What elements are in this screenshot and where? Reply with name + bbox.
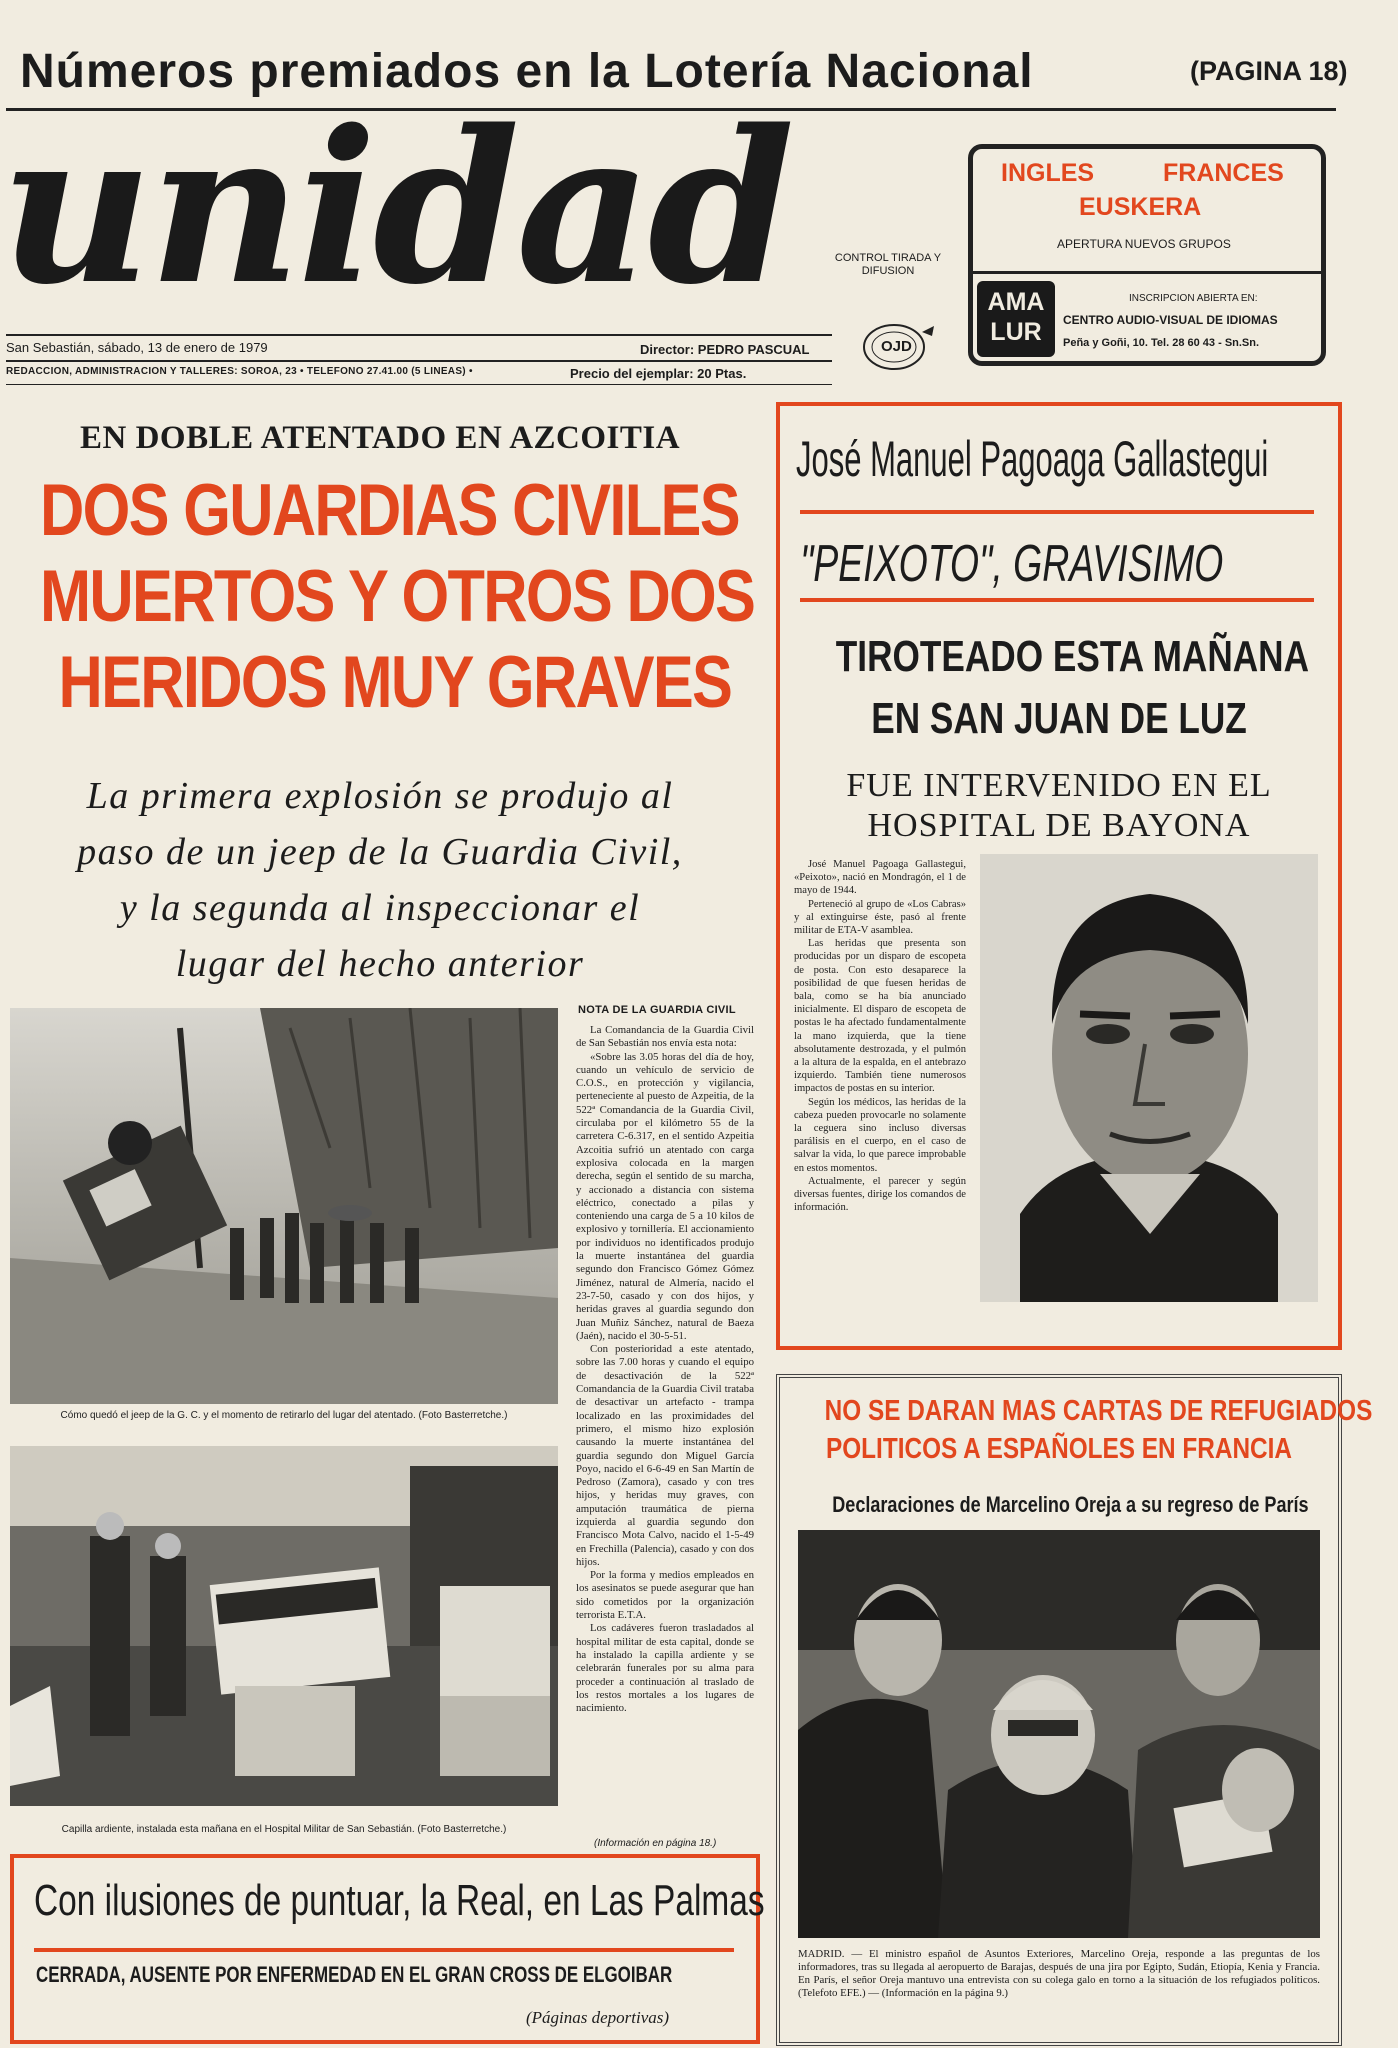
top-banner-headline: Números premiados en la Lotería Nacional — [20, 45, 1034, 98]
main-headline-line-3: HERIDOS MUY GRAVES — [58, 642, 732, 723]
peixoto-name-text: José Manuel Pagoaga Gallastegui — [796, 431, 1269, 487]
note-body — [576, 1024, 754, 1715]
refugees-subhead-text: Declaraciones de Marcelino Oreja a su regreso de París — [832, 1492, 1309, 1517]
main-kicker: EN DOBLE ATENTADO EN AZCOITIA — [80, 420, 681, 456]
ad-center-name: CENTRO AUDIO-VISUAL DE IDIOMAS — [1063, 313, 1278, 327]
peixoto-paragraph-1: José Manuel Pagoaga Gallastegui, «Peixoto», nació en Mondragón, el 1 de mayo de 1944. — [794, 859, 966, 897]
refugees-subhead — [780, 1492, 1338, 1518]
jeep-photo-caption: Cómo quedó el jeep de la G. C. y el momento de retirarlo del lugar del atentado. (Foto Basterretche.) — [60, 1410, 508, 1421]
peixoto-portrait — [980, 854, 1318, 1302]
note-paragraph-5: Los cadáveres fueron trasladados al hospital militar de esta capital, donde se ha instalado la capilla ardiente y se celebrarán funerales por su alma para proceder a continuación al traslado de los restos mortales a los lugares de nacimiento. — [576, 1622, 754, 1715]
address-line: REDACCION, ADMINISTRACION Y TALLERES: SOROA, 23 • TELEFONO 27.41.00 (5 LINEAS) • — [6, 366, 473, 377]
ad-divider — [973, 271, 1321, 274]
refugees-headline-line-2: POLITICOS A ESPAÑOLES EN FRANCIA — [825, 1433, 1293, 1465]
peixoto-headline-line-2: EN SAN JUAN DE LUZ — [871, 694, 1247, 743]
masthead-rule — [6, 334, 832, 336]
jeep-photo-image — [10, 1008, 558, 1404]
logo-line-1: AMA — [987, 288, 1045, 316]
chapel-photo — [10, 1446, 558, 1806]
peixoto-sub-line-2: HOSPITAL DE BAYONA — [867, 807, 1251, 844]
oreja-photo — [798, 1530, 1320, 1938]
masthead-rule-3 — [6, 384, 832, 385]
note-paragraph-2: «Sobre las 3.05 horas del día de hoy, cuando un vehículo de servicio de C.O.S., en protección y vigilancia, perteneciente al puesto de Azpeitia, de la 522ª Comandancia de la Guardia Civil, circulaba por el kilómetro 55 de la carretera C-6.317, en el sentido Azpeitia Azcoitia sufrió un atentado con carga explosiva colocada en la margen derecha, según el sentido de su marcha, y accionado a distancia con sistema eléctrico, conectado a pilas y conteniendo una carga de 5 a 10 kilos de explosivo y tornillería. El accionamiento por individuos no identificados produjo la muerte instantánea del guardia segundo don Francisco Gómez Gómez Jiménez, natural de Almería, nacido el 23-7-50, casado y con dos hijos, y heridas graves al guardia segundo don Juan Muñiz Sánchez, natural de Baeza (Jaén), nacido el 30-5-51. — [576, 1050, 754, 1342]
peixoto-sub-line-1: FUE INTERVENIDO EN EL — [846, 767, 1272, 804]
sports-page-ref: (Páginas deportivas) — [526, 2008, 670, 2027]
note-paragraph-1: La Comandancia de la Guardia Civil de San Sebastián nos envía esta nota: — [576, 1024, 754, 1050]
refugees-box — [776, 1374, 1373, 2046]
sports-headline — [34, 1876, 765, 1926]
peixoto-rule-1 — [800, 510, 1314, 514]
ad-lang-english: INGLES — [1001, 159, 1095, 187]
peixoto-box — [776, 402, 1342, 1350]
top-banner-page-ref: (PAGINA 18) — [1190, 56, 1348, 86]
more-info-ref: (Información en página 18.) — [594, 1838, 717, 1849]
price: Precio del ejemplar: 20 Ptas. — [570, 366, 747, 381]
masthead-title: unidad — [0, 84, 791, 331]
main-headline-line-1: DOS GUARDIAS CIVILES — [40, 470, 739, 551]
sports-rule — [34, 1948, 734, 1952]
peixoto-paragraph-4: Según los médicos, las heridas de la cabeza pueden provocarle no solamente la ceguera sino incluso diversas parálisis en el cuerpo, en el caso de salvar la vida, lo que parece improbable en estos momentos. — [794, 1096, 966, 1174]
note-title: NOTA DE LA GUARDIA CIVIL — [578, 1004, 736, 1016]
peixoto-alias-text: "PEIXOTO", GRAVISIMO — [800, 535, 1224, 593]
sports-subhead-text: CERRADA, AUSENTE POR ENFERMEDAD EN EL GRAN CROSS DE ELGOIBAR — [36, 1962, 673, 1987]
sports-subhead — [36, 1962, 756, 1988]
director: Director: PEDRO PASCUAL — [640, 342, 810, 357]
peixoto-paragraph-3: Las heridas que presenta son producidas por un disparo de escopeta de posta. Con esto desaparece la posibilidad de que fuesen heridas de bala, como se ha bía anunciado inicialmente. El disparo de escopeta de postas le ha afectado fundamentalmente la mano izquierda, que la tiene absolutamente destrozada, y el pulmón a la altura de la espalda, en el antebrazo izquierdo. También tiene numerosos impactos de postas en su interior. — [794, 938, 966, 1095]
deck-line-4: lugar del hecho anterior — [175, 943, 585, 985]
peixoto-paragraph-2: Perteneció al grupo de «Los Cabras» y al extinguirse éste, pasó al frente militar de ETA-V asamblea. — [794, 898, 966, 937]
refugees-headline-line-1: NO SE DARAN MAS CARTAS DE REFUGIADOS — [824, 1395, 1373, 1427]
main-deck — [30, 768, 730, 992]
chapel-photo-image — [10, 1446, 558, 1806]
ad-address: Peña y Goñi, 10. Tel. 28 60 43 - Sn.Sn. — [1063, 337, 1260, 349]
chapel-photo-caption: Capilla ardiente, instalada esta mañana en el Hospital Militar de San Sebastián. (Foto Basterretche.) — [61, 1824, 507, 1835]
ojd-label: OJD — [881, 338, 912, 355]
peixoto-headline — [780, 626, 1338, 750]
note-paragraph-4: Por la forma y medios empleados en los asesinatos se puede asegurar que han sido cometidos por la organización terrorista E.T.A. — [576, 1569, 754, 1622]
refugees-headline — [780, 1392, 1373, 1468]
sports-headline-text: Con ilusiones de puntuar, la Real, en Las Palmas — [34, 1876, 765, 1925]
deck-line-2: paso de un jeep de la Guardia Civil, — [77, 831, 683, 873]
ad-lang-french: FRANCES — [1163, 159, 1284, 187]
dateline: San Sebastián, sábado, 13 de enero de 1979 — [6, 340, 268, 355]
peixoto-body — [794, 858, 966, 1214]
ama-lur-logo — [977, 281, 1055, 357]
peixoto-sub — [780, 766, 1338, 846]
peixoto-headline-line-1: TIROTEADO ESTA MAÑANA — [835, 632, 1310, 681]
oreja-photo-image — [798, 1530, 1320, 1938]
ad-inscription: INSCRIPCION ABIERTA EN: — [1129, 293, 1258, 304]
main-headline-line-2: MUERTOS Y OTROS DOS — [40, 556, 755, 637]
deck-line-1: La primera explosión se produjo al — [86, 775, 674, 817]
sports-box — [10, 1854, 765, 2044]
ad-subtitle: APERTURA NUEVOS GRUPOS — [1057, 237, 1231, 251]
ad-lang-basque: EUSKERA — [1079, 193, 1202, 221]
masthead-rule-2 — [6, 360, 832, 362]
peixoto-name — [796, 430, 1336, 488]
peixoto-paragraph-5: Actualmente, el parecer y según diversas fuentes, dirige los comandos de información. — [794, 1175, 966, 1214]
language-ad — [968, 144, 1326, 366]
peixoto-rule-2 — [800, 598, 1314, 602]
oreja-photo-caption: MADRID. — El ministro español de Asuntos Exteriores, Marcelino Oreja, responde a las preguntas de los informadores, tras su llegada al aeropuerto de Barajas, después de una jira por Egipto, Sudán, Etiopía, Kenia y Francia. En París, el señor Oreja mantuvo una entrevista con su colega galo en torno a la situación de los refugiados políticos. (Telefoto EFE.) — (Información en la página 9.) — [798, 1948, 1320, 1999]
ojd-seal — [852, 322, 936, 372]
note-paragraph-3: Con posterioridad a este atentado, sobre las 7.00 horas y cuando el equipo de desactivación de la 522ª Comandancia de la Guardia Civil trataba de desactivar un artefacto - trampa localizado en las proximidades del primero, el mismo hizo explosión causando la muerte instantánea del guardia segundo don Miguel García Poyo, nacido el 6-6-49 en San Martín de Pedroso (Zamora), casado y con tres hijos, y heridas muy graves, con amputación traumática de pierna izquierda al guardia segundo don Francisco Mota Calvo, nacido el 1-5-49 en Frechilla (Palencia), casado y con dos hijos. — [576, 1343, 754, 1568]
jeep-photo — [10, 1008, 558, 1404]
peixoto-alias — [800, 534, 1330, 594]
logo-line-2: LUR — [990, 318, 1042, 346]
control-text: CONTROL TIRADA Y DIFUSION — [834, 252, 942, 277]
peixoto-portrait-image — [980, 854, 1318, 1302]
main-headline — [40, 468, 755, 726]
deck-line-3: y la segunda al inspeccionar el — [119, 887, 641, 929]
